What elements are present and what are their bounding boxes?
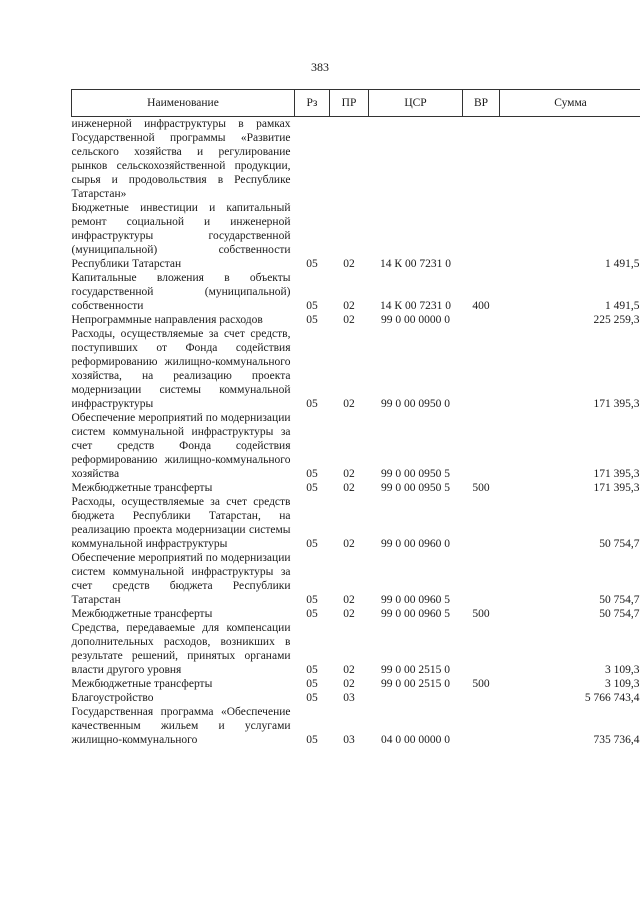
row-rz: 05 — [306, 734, 318, 746]
page-number: 383 — [311, 60, 329, 74]
row-csr: 99 0 00 0960 5 — [381, 594, 450, 606]
row-vr — [463, 411, 500, 481]
row-pr: 02 — [343, 538, 355, 550]
row-vr — [463, 705, 500, 747]
row-name: Государственная программа «Обеспечение качественным жильем и услугами жилищно-коммунального — [71, 706, 291, 746]
row-pr: 02 — [343, 468, 355, 480]
row-sum: 50 754,7 — [599, 594, 640, 606]
row-csr: 99 0 00 2515 0 — [381, 664, 450, 676]
table-row — [72, 201, 640, 271]
table-row — [72, 481, 640, 495]
row-name: Благоустройство — [71, 692, 154, 704]
row-name: Капитальные вложения в объекты государственной (муниципальной) собственности — [71, 272, 291, 312]
row-csr — [369, 691, 463, 705]
table-row — [72, 551, 640, 607]
row-name: Межбюджетные трансферты — [71, 608, 213, 620]
table-body — [72, 117, 640, 748]
row-name: Средства, передаваемые для компенсации дополнительных расходов, возникших в результате решений, принятых органами власти другого уровня — [71, 622, 291, 676]
row-vr — [463, 313, 500, 327]
row-sum: 225 259,3 — [593, 314, 640, 326]
row-pr — [330, 117, 369, 202]
row-sum: 3 109,3 — [605, 664, 640, 676]
row-sum: 1 491,5 — [605, 300, 640, 312]
row-sum: 735 736,4 — [593, 734, 640, 746]
row-vr — [463, 117, 500, 202]
row-csr — [369, 117, 463, 202]
row-vr: 500 — [472, 608, 490, 620]
header-rz: Рз — [295, 90, 330, 117]
budget-table — [71, 89, 640, 747]
row-pr: 03 — [343, 692, 355, 704]
row-name: инженерной инфраструктуры в рамках Государственной программы «Развитие сельского хозяйства и регулирование рынков сельскохозяйственной продукции, сырья и продовольствия в Республике Татарстан» — [71, 118, 291, 200]
header-sum: Сумма — [500, 90, 640, 117]
row-rz: 05 — [306, 468, 318, 480]
row-rz: 05 — [306, 608, 318, 620]
row-csr: 14 К 00 7231 0 — [380, 258, 451, 270]
row-sum: 1 491,5 — [605, 258, 640, 270]
row-name: Расходы, осуществляемые за счет средств, поступивших от Фонда содействия реформированию жилищно-коммунального хозяйства, на реализацию проекта модернизации системы коммунальной инфраструктуры — [71, 328, 291, 410]
row-name: Межбюджетные трансферты — [71, 678, 213, 690]
table-row — [72, 117, 640, 202]
table-row — [72, 607, 640, 621]
row-sum: 50 754,7 — [599, 538, 640, 550]
header-pr: ПР — [330, 90, 369, 117]
row-vr — [463, 691, 500, 705]
table-row — [72, 621, 640, 677]
row-name: Бюджетные инвестиции и капитальный ремонт социальной и инженерной инфраструктуры государственной (муниципальной) собственности Республики Татарстан — [71, 202, 291, 270]
table-row — [72, 313, 640, 327]
row-vr — [463, 495, 500, 551]
row-csr: 04 0 00 0000 0 — [381, 734, 450, 746]
row-pr: 02 — [343, 482, 355, 494]
table-row — [72, 495, 640, 551]
row-csr: 99 0 00 0950 5 — [381, 468, 450, 480]
row-rz — [295, 117, 330, 202]
row-rz: 05 — [306, 692, 318, 704]
row-rz: 05 — [306, 664, 318, 676]
row-vr — [463, 621, 500, 677]
row-pr: 02 — [343, 258, 355, 270]
row-csr: 14 К 00 7231 0 — [380, 300, 451, 312]
row-name: Расходы, осуществляемые за счет средств бюджета Республики Татарстан, на реализацию проекта модернизации системы коммунальной инфраструктуры — [71, 496, 291, 550]
row-name: Обеспечение мероприятий по модернизации систем коммунальной инфраструктуры за счет средств Фонда содействия реформированию жилищно-коммунального хозяйства — [71, 412, 291, 480]
row-name: Обеспечение мероприятий по модернизации систем коммунальной инфраструктуры за счет средств бюджета Республики Татарстан — [71, 552, 291, 606]
row-rz: 05 — [306, 398, 318, 410]
table-row — [72, 327, 640, 411]
table-row — [72, 691, 640, 705]
table-row — [72, 677, 640, 691]
row-csr: 99 0 00 2515 0 — [381, 678, 450, 690]
row-vr — [463, 327, 500, 411]
table-row — [72, 411, 640, 481]
table-header-row — [72, 90, 640, 117]
row-name: Непрограммные направления расходов — [71, 314, 263, 326]
row-sum: 3 109,3 — [605, 678, 640, 690]
row-csr: 99 0 00 0960 0 — [381, 538, 450, 550]
row-sum: 50 754,7 — [599, 608, 640, 620]
row-name: Межбюджетные трансферты — [71, 482, 213, 494]
row-vr: 400 — [472, 300, 490, 312]
row-rz: 05 — [306, 300, 318, 312]
row-pr: 02 — [343, 608, 355, 620]
row-rz: 05 — [306, 314, 318, 326]
row-pr: 02 — [343, 300, 355, 312]
row-rz: 05 — [306, 678, 318, 690]
header-name: Наименование — [72, 90, 295, 117]
row-sum: 5 766 743,4 — [584, 692, 640, 704]
row-sum: 171 395,3 — [593, 482, 640, 494]
row-vr: 500 — [472, 678, 490, 690]
row-vr — [463, 201, 500, 271]
row-pr: 02 — [343, 398, 355, 410]
row-csr: 99 0 00 0960 5 — [381, 608, 450, 620]
row-rz: 05 — [306, 482, 318, 494]
row-rz: 05 — [306, 258, 318, 270]
row-csr: 99 0 00 0950 0 — [381, 398, 450, 410]
header-csr: ЦСР — [369, 90, 463, 117]
row-csr: 99 0 00 0950 5 — [381, 482, 450, 494]
table-row — [72, 705, 640, 747]
row-vr: 500 — [472, 482, 490, 494]
header-vr: ВР — [463, 90, 500, 117]
row-sum: 171 395,3 — [593, 398, 640, 410]
row-rz: 05 — [306, 594, 318, 606]
table-row — [72, 271, 640, 313]
row-sum — [500, 117, 640, 202]
row-pr: 02 — [343, 664, 355, 676]
row-sum: 171 395,3 — [593, 468, 640, 480]
row-rz: 05 — [306, 538, 318, 550]
row-pr: 02 — [343, 314, 355, 326]
row-pr: 02 — [343, 594, 355, 606]
row-pr: 03 — [343, 734, 355, 746]
row-pr: 02 — [343, 678, 355, 690]
row-vr — [463, 551, 500, 607]
row-csr: 99 0 00 0000 0 — [381, 314, 450, 326]
